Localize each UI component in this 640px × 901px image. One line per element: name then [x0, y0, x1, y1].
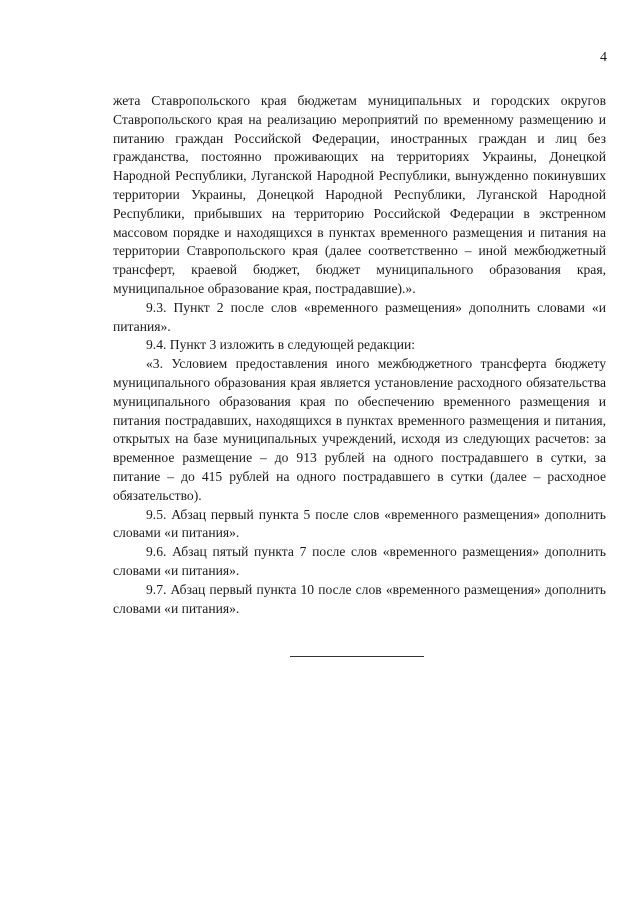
- paragraph-item-9-6: 9.6. Абзац пятый пункта 7 после слов «временного размещения» дополнить словами «и питания».: [113, 544, 606, 578]
- end-of-document-rule: [290, 656, 424, 657]
- paragraph-continuation: жета Ставропольского края бюджетам муниципальных и городских округов Ставропольского края на реализацию мероприятий по временному размещению и питанию граждан Российской Федерации, иностранных граждан и лиц без гражданства, постоянно проживающих на территориях Украины, Донецкой Народной Республики, Луганской Народной Республики, вынужденно покинувших территории Украины, Донецкой Народной Республики, Луганской Народной Республики, прибывших на территорию Российской Федерации в экстренном массовом порядке и находящихся в пунктах временного размещения и питания на территории Ставропольского края (далее соответственно – иной межбюджетный трансферт, краевой бюджет, бюджет муниципального образования края, муниципальное образование края, пострадавшие).».: [113, 93, 606, 296]
- paragraph-item-9-4: 9.4. Пункт 3 изложить в следующей редакции:: [146, 337, 416, 353]
- document-body: [113, 92, 606, 618]
- paragraph-item-9-3: 9.3. Пункт 2 после слов «временного размещения» дополнить словами «и питания».: [113, 299, 606, 334]
- paragraph-item-9-5: 9.5. Абзац первый пункта 5 после слов «временного размещения» дополнить словами «и питания».: [113, 506, 606, 541]
- paragraph-item-9-4-quote: «3. Условием предоставления иного межбюджетного трансферта бюджету муниципального образования края является установление расходного обязательства муниципального образования края по обеспечению временного размещения и питания пострадавших, находящихся в пунктах временного размещения и питания, открытых на базе муниципальных учреждений, исходя из следующих расчетов: за временное размещение – до 913 рублей на одного пострадавшего в сутки, за питание – до 415 рублей на одного пострадавшего в сутки (далее – расходное обязательство).: [113, 356, 606, 503]
- paragraph-item-9-7: 9.7. Абзац первый пункта 10 после слов «временного размещения» дополнить словами «и питания».: [113, 581, 606, 616]
- page-number: 4: [600, 50, 607, 65]
